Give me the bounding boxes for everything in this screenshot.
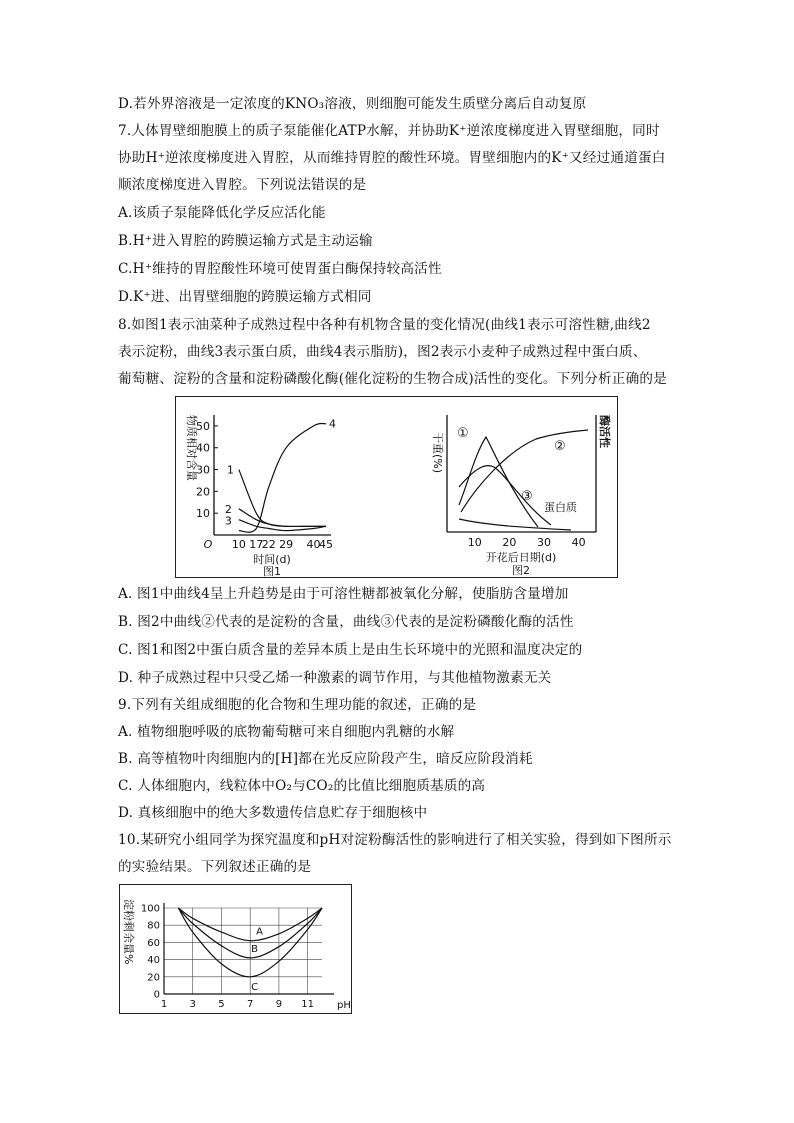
fig3-curve-label-A: A: [256, 926, 264, 938]
figure-ph: [122, 899, 351, 1011]
option-8c: C. 图1和图2中蛋白质含量的差异本质上是由生长环境中的光照和温度决定的: [118, 642, 583, 658]
option-7b: B.H⁺进入胃腔的跨膜运输方式是主动运输: [118, 233, 373, 249]
option-9d: D. 真核细胞中的绝大多数遗传信息贮存于细胞核中: [118, 805, 428, 821]
fig1-xtick-label: 29: [279, 538, 294, 551]
fig1-xtick-label: 40: [306, 538, 321, 551]
question-7-stem-2: 协助H⁺逆浓度梯度进入胃腔，从而维持胃腔的酸性环境。胃壁细胞内的K⁺又经过通道蛋白: [118, 150, 666, 166]
fig1-ytick-label: 20: [196, 485, 210, 499]
question-10-stem-1: 10.某研究小组同学为探究温度和pH对淀粉酶活性的影响进行了相关实验，得到如下图所示: [118, 832, 672, 848]
fig1-ytick-label: 50: [196, 419, 210, 433]
fig2-label-2: ②: [554, 439, 566, 454]
fig3-xtick-label: 1: [160, 999, 168, 1010]
fig1-curve-3: [239, 520, 326, 531]
fig2-xtick-label: 10: [467, 536, 482, 549]
fig3-ytick-label: 60: [147, 937, 160, 949]
fig2-label-3: ③: [521, 489, 533, 504]
fig2-xtick-label: 40: [571, 536, 586, 549]
fig1-curve-4: [239, 423, 326, 532]
fig1-xtick-label: 17: [249, 538, 264, 551]
fig1-xtick-label: 22: [261, 538, 276, 551]
question-9-stem: 9.下列有关组成细胞的化合物和生理功能的叙述，正确的是: [118, 697, 477, 713]
figure-1-2-frame: [175, 396, 618, 578]
fig1-xtick-label: 45: [319, 538, 333, 551]
fig2-xtick-label: 30: [537, 536, 552, 549]
fig2-title: 图2: [512, 564, 530, 577]
fig1-xtick-label: 10: [231, 538, 246, 551]
fig2-label-protein: 蛋白质: [544, 501, 577, 514]
fig1-ytick-label: 30: [196, 463, 210, 477]
fig2-curve-1: [459, 437, 538, 527]
question-8-stem-3: 葡萄糖、淀粉的含量和淀粉磷酸化酶(催化淀粉的生物合成)活性的变化。下列分析正确的是: [118, 371, 667, 387]
fig2-xtick-label: 20: [502, 536, 517, 549]
fig3-xlabel: pH: [337, 1000, 351, 1011]
option-7c: C.H⁺维持的胃腔酸性环境可使胃蛋白酶保持较高活性: [118, 261, 442, 277]
option-7d: D.K⁺进、出胃壁细胞的跨膜运输方式相同: [118, 289, 372, 305]
question-7-stem-3: 顺浓度梯度进入胃腔。下列说法错误的是: [118, 177, 367, 193]
fig3-ylabel: 淀粉剩余量%: [122, 899, 135, 965]
fig3-curve-label-C: C: [251, 981, 259, 993]
fig3-xtick-label: 7: [246, 999, 254, 1010]
option-8d: D. 种子成熟过程中只受乙烯一种激素的调节作用，与其他植物激素无关: [118, 670, 552, 686]
fig1-curve-label-1: 1: [226, 463, 234, 477]
figure-1: [185, 415, 336, 577]
question-8-stem-2: 表示淀粉，曲线3表示蛋白质，曲线4表示脂肪)，图2表示小麦种子成熟过程中蛋白质、: [118, 344, 647, 360]
question-10-stem-2: 的实验结果。下列叙述正确的是: [118, 859, 312, 875]
option-8a: A. 图1中曲线4呈上升趋势是由于可溶性糖都被氧化分解，使脂肪含量增加: [118, 586, 569, 602]
option-9c: C. 人体细胞内，线粒体中O₂与CO₂的比值比细胞质基质的高: [118, 778, 486, 794]
question-8-stem-1: 8.如图1表示油菜种子成熟过程中各种有机物含量的变化情况(曲线1表示可溶性糖,曲线2: [118, 317, 651, 333]
fig1-xlabel: 时间(d): [253, 553, 291, 566]
fig1-xtick-label: O: [203, 538, 213, 551]
fig1-curve-label-2: 2: [224, 502, 232, 516]
fig3-ytick-label: 20: [147, 972, 160, 984]
fig2-y2label: 酶活性: [598, 415, 611, 448]
fig1-ylabel: 物质相对含量: [185, 415, 198, 481]
option-7a: A.该质子泵能降低化学反应活化能: [118, 205, 326, 221]
fig1-curve-label-3: 3: [224, 514, 232, 528]
fig1-title: 图1: [263, 565, 281, 577]
question-7-stem-1: 7.人体胃壁细胞膜上的质子泵能催化ATP水解，并协助K⁺逆浓度梯度进入胃壁细胞，同时: [118, 123, 660, 139]
fig1-ytick-label: 40: [196, 441, 210, 455]
fig3-xtick-label: 9: [275, 999, 283, 1010]
fig3-xtick-label: 3: [189, 999, 196, 1010]
fig3-xtick-label: 11: [301, 999, 315, 1010]
fig3-xtick-label: 5: [218, 999, 225, 1010]
fig3-ytick-label: 40: [147, 955, 160, 967]
fig1-curve-2: [239, 509, 326, 527]
figure-2: [431, 415, 612, 577]
option-9a: A. 植物细胞呼吸的底物葡萄糖可来自细胞内乳糖的水解: [118, 724, 455, 740]
fig2-label-1: ①: [457, 426, 469, 441]
fig1-curve-label-4: 4: [329, 417, 336, 431]
fig2-xlabel: 开花后日期(d): [485, 551, 557, 564]
option-9b: B. 高等植物叶肉细胞内的[H]都在光反应阶段产生，暗反应阶段消耗: [118, 751, 533, 767]
option-8b: B. 图2中曲线②代表的是淀粉的含量，曲线③代表的是淀粉磷酸化酶的活性: [118, 614, 574, 630]
figure-ph-frame: [119, 884, 352, 1014]
fig2-curve-protein: [459, 519, 571, 530]
fig2-ylabel: 干重(%): [431, 432, 444, 474]
fig3-ytick-label: 0: [153, 989, 160, 1001]
option-6d: D.若外界溶液是一定浓度的KNO₃溶液，则细胞可能发生质壁分离后自动复原: [118, 96, 587, 112]
fig3-ytick-label: 80: [147, 920, 160, 932]
fig3-curve-label-B: B: [251, 943, 259, 955]
fig1-ytick-label: 10: [196, 507, 210, 521]
fig3-ytick-label: 100: [140, 903, 160, 915]
